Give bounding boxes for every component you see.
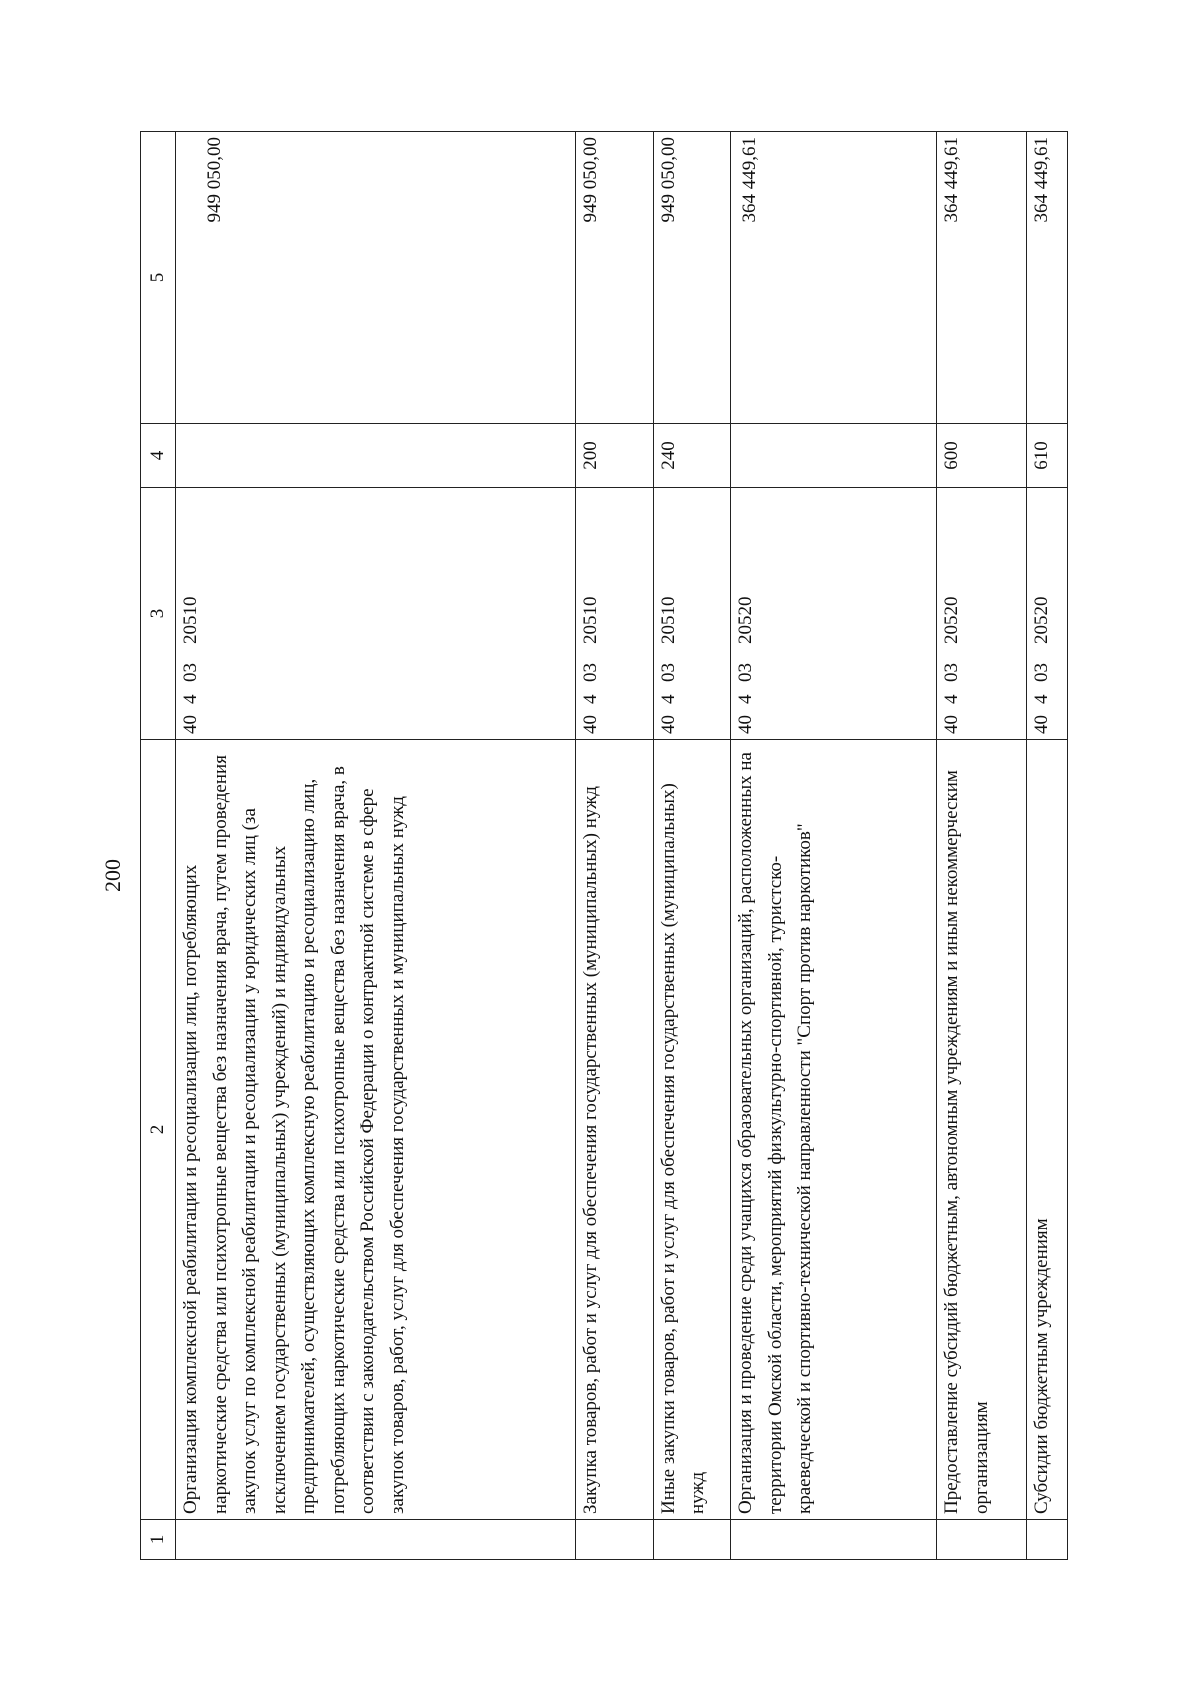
expense-type-cell: 240: [653, 424, 731, 488]
table-row: [576, 132, 654, 1560]
description-cell: Субсидии бюджетным учреждениям: [1026, 740, 1067, 1520]
row-number-cell: [653, 1520, 731, 1560]
code-event: 03: [180, 663, 202, 682]
amount-cell: 364 449,61: [937, 132, 1027, 424]
header-col-4: 4: [141, 424, 176, 488]
code-subprogram: 4: [580, 694, 602, 704]
header-col-2: 2: [141, 740, 176, 1520]
table-row: [653, 132, 731, 1560]
code-cell: [176, 488, 576, 740]
code-direction: 20510: [657, 596, 679, 644]
code-subprogram: 4: [180, 694, 202, 704]
description-cell: Организация комплексной реабилитации и ресоциализации лиц, потребляющих наркотические средства или психотропные вещества без назначения врача, путем проведения закупок услуг по комплексной реабилитации и ресоциализации у юридических лиц (за исключением государственных (муниципальных) учреждений) и индивидуальных предпринимателей, осуществляющих комплексную реабилитацию и ресоциализацию лиц, потребляющих наркотические средства или психотропные вещества без назначения врача, в соответствии с законодательством Российской Федерации о контрактной системе в сфере закупок товаров, работ, услуг для обеспечения государственных и муниципальных нужд: [176, 740, 576, 1520]
amount-cell: 949 050,00: [576, 132, 654, 424]
code-direction: 20510: [580, 596, 602, 644]
code-event: 03: [941, 663, 963, 682]
amount-cell: 364 449,61: [1026, 132, 1067, 424]
description-cell: Предоставление субсидий бюджетным, автономным учреждениям и иным некоммерческим организациям: [937, 740, 1027, 1520]
description-cell: Организация и проведение среди учащихся образовательных организаций, расположенных на территории Омской области, мероприятий физкультурно-спортивной, туристско-краеведческой и спортивно-технической направленности "Спорт против наркотиков": [731, 740, 937, 1520]
table-row: [1026, 132, 1067, 1560]
code-subprogram: 4: [941, 694, 963, 704]
code-direction: 20520: [941, 596, 963, 644]
expense-type-cell: 200: [576, 424, 654, 488]
code-event: 03: [657, 663, 679, 682]
header-col-3: 3: [141, 488, 176, 740]
code-event: 03: [1030, 663, 1052, 682]
code-program: 40: [580, 715, 602, 734]
code-event: 03: [735, 663, 757, 682]
code-program: 40: [941, 715, 963, 734]
row-number-cell: [1026, 1520, 1067, 1560]
code-subprogram: 4: [1030, 694, 1052, 704]
code-cell: [576, 488, 654, 740]
code-cell: [731, 488, 937, 740]
code-subprogram: 4: [657, 694, 679, 704]
amount-cell: 949 050,00: [653, 132, 731, 424]
table-row: [731, 132, 937, 1560]
table-row: [176, 132, 576, 1560]
header-row: [141, 132, 176, 1560]
row-number-cell: [731, 1520, 937, 1560]
row-number-cell: [576, 1520, 654, 1560]
amount-cell: 949 050,00: [176, 132, 576, 424]
table-row: [937, 132, 1027, 1560]
expense-type-cell: [176, 424, 576, 488]
code-direction: 20520: [735, 596, 757, 644]
description-cell: Закупка товаров, работ и услуг для обеспечения государственных (муниципальных) нужд: [576, 740, 654, 1520]
code-program: 40: [180, 715, 202, 734]
expense-type-cell: 610: [1026, 424, 1067, 488]
code-event: 03: [580, 663, 602, 682]
code-subprogram: 4: [735, 694, 757, 704]
code-direction: 20520: [1030, 596, 1052, 644]
code-cell: [653, 488, 731, 740]
code-program: 40: [657, 715, 679, 734]
row-number-cell: [176, 1520, 576, 1560]
header-col-5: 5: [141, 132, 176, 424]
code-direction: 20510: [180, 596, 202, 644]
description-cell: Иные закупки товаров, работ и услуг для обеспечения государственных (муниципальных) нужд: [653, 740, 731, 1520]
expense-type-cell: 600: [937, 424, 1027, 488]
budget-table: [140, 131, 1068, 1560]
expense-type-cell: [731, 424, 937, 488]
amount-cell: 364 449,61: [731, 132, 937, 424]
code-cell: [1026, 488, 1067, 740]
code-program: 40: [735, 715, 757, 734]
code-cell: [937, 488, 1027, 740]
header-col-1: 1: [141, 1520, 176, 1560]
row-number-cell: [937, 1520, 1027, 1560]
code-program: 40: [1030, 715, 1052, 734]
page-number: 200: [100, 859, 125, 892]
